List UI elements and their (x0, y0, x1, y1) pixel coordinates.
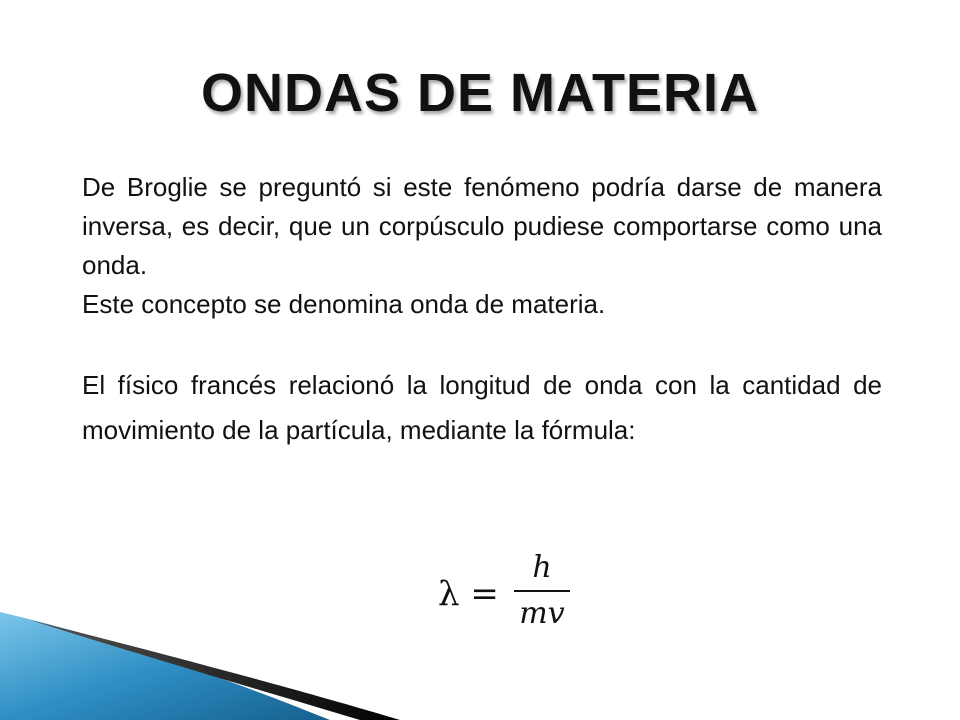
slide-title: ONDAS DE MATERIA (200, 63, 759, 123)
formula-lhs: λ = (438, 574, 499, 614)
de-broglie-formula (438, 548, 578, 638)
slide-body (82, 168, 882, 453)
paragraph-formula-intro: El físico francés relacionó la longitud de onda con la cantidad de movimiento de la partícula, mediante la fórmula: (82, 370, 882, 445)
paragraph-spacer (82, 324, 882, 363)
formula-numerator: h (532, 550, 552, 585)
blue-swoosh-shape (0, 612, 330, 720)
formula-fraction (514, 548, 570, 632)
paragraph-definition: Este concepto se denomina onda de materia. (82, 289, 606, 319)
fraction-bar (514, 590, 570, 592)
paragraph-intro: De Broglie se preguntó si este fenómeno podría darse de manera inversa, es decir, que un corpúsculo pudiese comportarse como una onda. (82, 172, 882, 280)
formula-denominator: mv (519, 596, 565, 631)
